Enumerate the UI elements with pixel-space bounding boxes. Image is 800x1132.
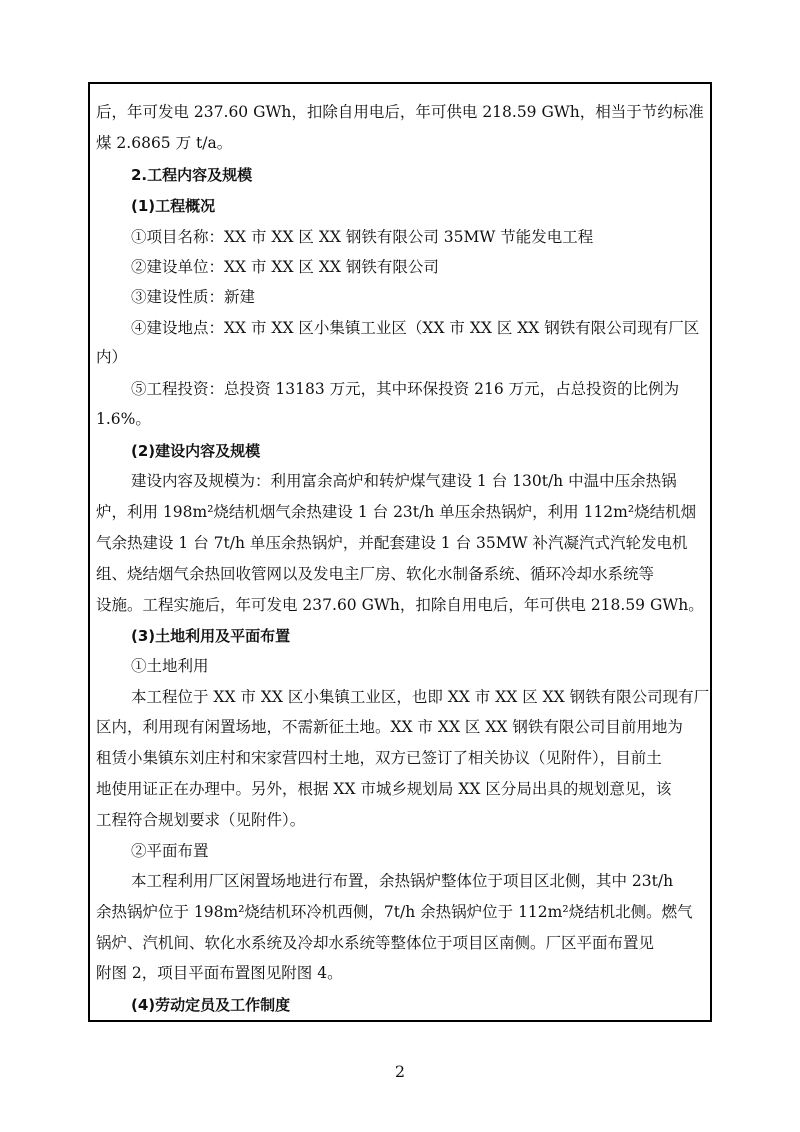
text-line: 锅炉、汽机间、软化水系统及冷却水系统等整体位于项目区南侧。厂区平面布置见 <box>96 934 655 952</box>
text-line: 建设内容及规模为：利用富余高炉和转炉煤气建设 1 台 130t/h 中温中压余热锅 <box>131 472 677 490</box>
text-line: 工程符合规划要求（见附件）。 <box>96 811 306 829</box>
text-line: ③建设性质：新建 <box>131 288 256 306</box>
text-line: ②建设单位：XX 市 XX 区 XX 钢铁有限公司 <box>131 258 439 276</box>
text-line: 余热锅炉位于 198m²烧结机环冷机西侧，7t/h 余热锅炉位于 112m²烧结机北侧。燃气 <box>96 903 693 921</box>
text-line: ②平面布置 <box>131 842 209 860</box>
text-line: 附图 2，项目平面布置图见附图 4。 <box>96 964 343 982</box>
text-line: ⑤工程投资：总投资 13183 万元，其中环保投资 216 万元，占总投资的比例为 <box>131 380 680 398</box>
text-line: 气余热建设 1 台 7t/h 单压余热锅炉，并配套建设 1 台 35MW 补汽凝汽式汽轮发电机 <box>96 534 688 552</box>
subsection-heading: (2)建设内容及规模 <box>131 442 261 460</box>
text-line: 地使用证正在办理中。另外，根据 XX 市城乡规划局 XX 区分局出具的规划意见，该 <box>96 780 672 798</box>
text-line: 本工程利用厂区闲置场地进行布置，余热锅炉整体位于项目区北侧，其中 23t/h <box>131 872 674 890</box>
text-line: 1.6%。 <box>96 410 151 428</box>
text-line: 设施。工程实施后，年可发电 237.60 GWh，扣除自用电后，年可供电 218.59 GWh。 <box>96 596 704 614</box>
text-line: 后，年可发电 237.60 GWh，扣除自用电后，年可供电 218.59 GWh，相当于节约标准 <box>96 103 704 121</box>
subsection-heading: (3)土地利用及平面布置 <box>131 627 291 645</box>
page-number: 2 <box>394 1062 406 1081</box>
text-line: 组、烧结烟气余热回收管网以及发电主厂房、软化水制备系统、循环冷却水系统等 <box>96 565 655 583</box>
text-line: 租赁小集镇东刘庄村和宋家营四村土地，双方已签订了相关协议（见附件），目前土 <box>96 749 662 767</box>
text-line: ④建设地点：XX 市 XX 区小集镇工业区（XX 市 XX 区 XX 钢铁有限公司现有厂区 <box>131 319 700 337</box>
section-heading: 2.工程内容及规模 <box>131 166 253 184</box>
text-line: 本工程位于 XX 市 XX 区小集镇工业区，也即 XX 市 XX 区 XX 钢铁有限公司现有厂 <box>131 688 710 706</box>
text-line: ①项目名称：XX 市 XX 区 XX 钢铁有限公司 35MW 节能发电工程 <box>131 228 594 246</box>
subsection-heading: (1)工程概况 <box>131 197 216 215</box>
text-line: 区内，利用现有闲置场地，不需新征土地。XX 市 XX 区 XX 钢铁有限公司目前用地为 <box>96 718 683 736</box>
text-line: 炉，利用 198m²烧结机烟气余热建设 1 台 23t/h 单压余热锅炉，利用 112m²烧结机烟 <box>96 503 697 521</box>
text-line: 煤 2.6865 万 t/a。 <box>96 134 233 152</box>
text-line: 内） <box>96 348 128 366</box>
text-line: ①土地利用 <box>131 657 209 675</box>
subsection-heading: (4)劳动定员及工作制度 <box>131 996 291 1014</box>
